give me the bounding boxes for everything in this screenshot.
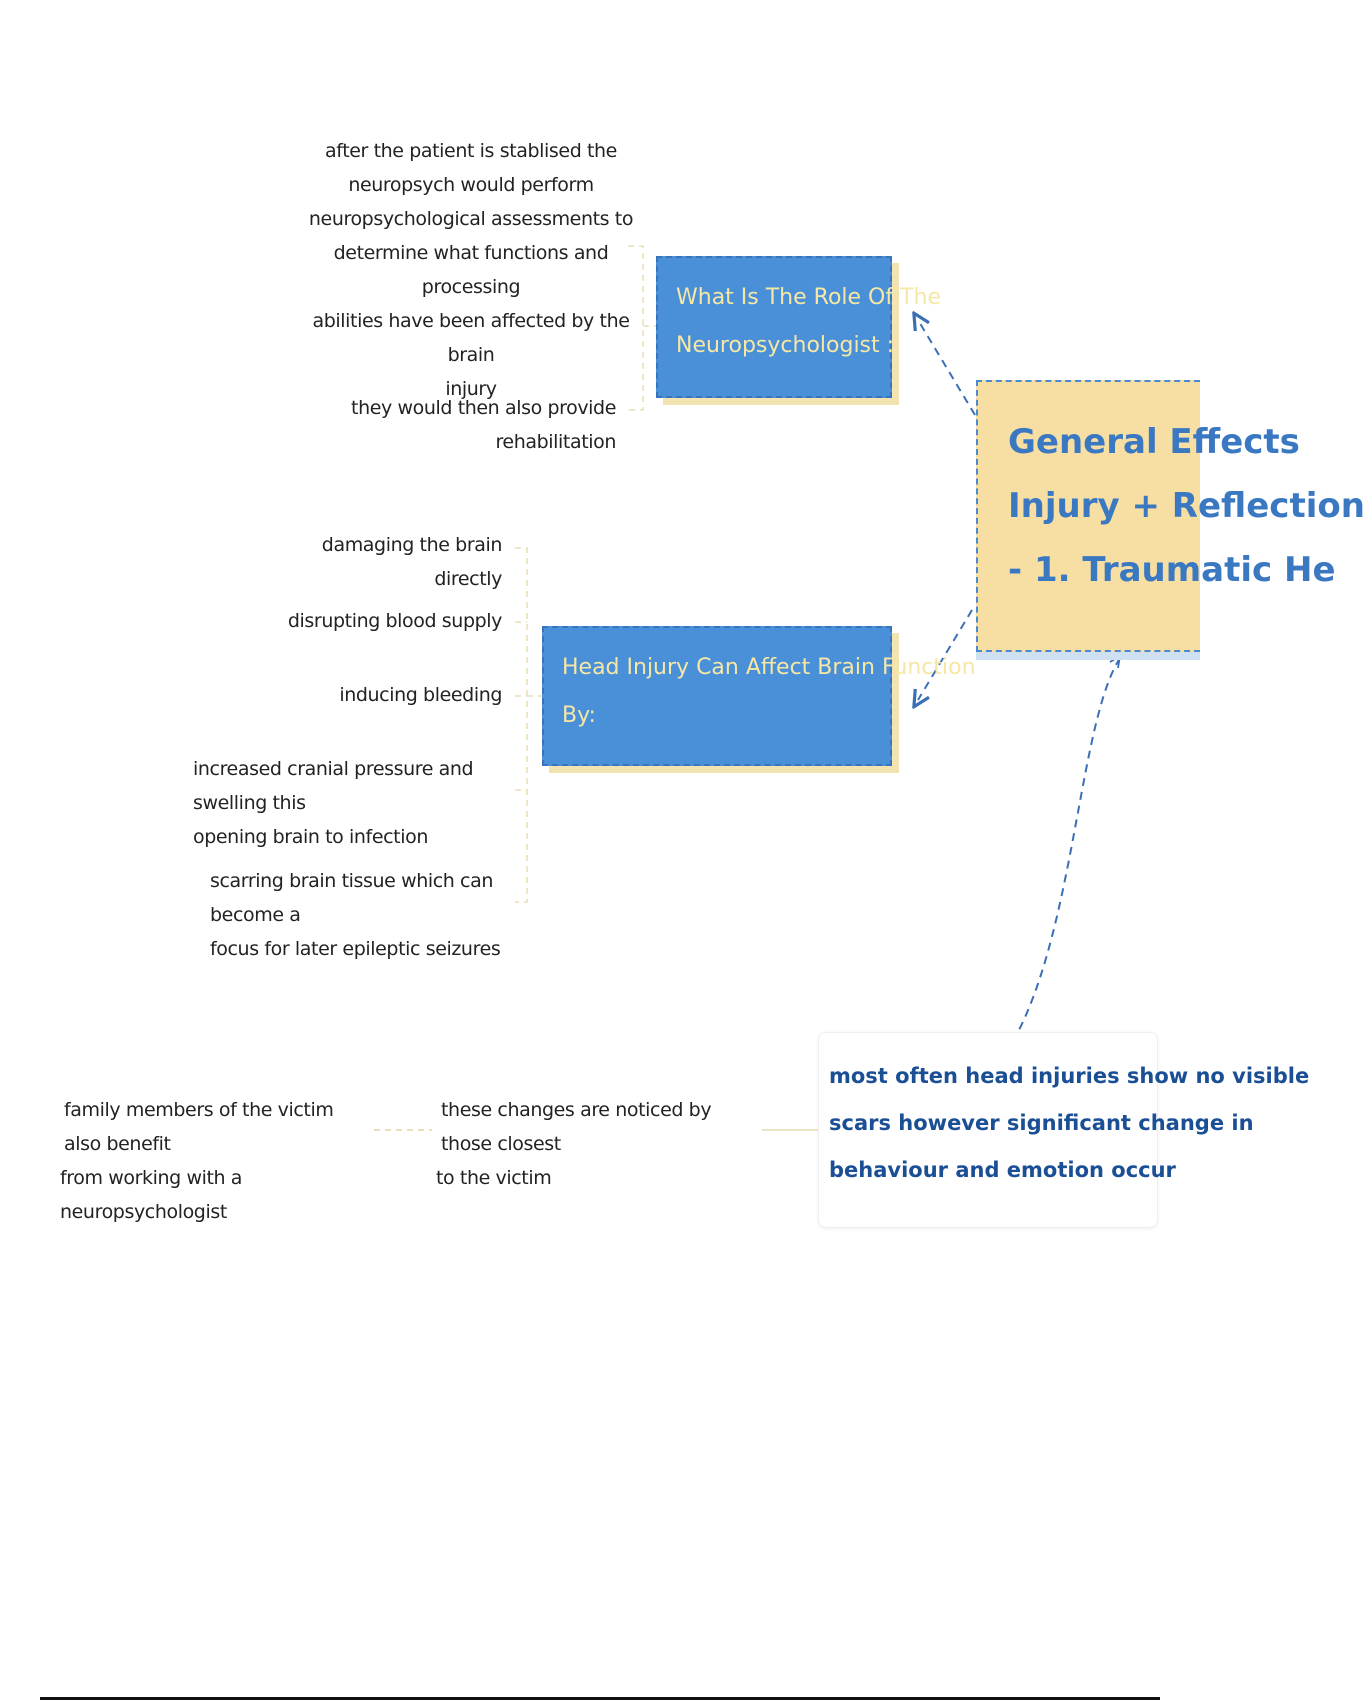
detail-line: focus for later epileptic seizures bbox=[210, 938, 501, 960]
effects-topic-box[interactable] bbox=[542, 626, 976, 766]
central-topic-box[interactable] bbox=[976, 380, 1365, 652]
effects-detail-damaging[interactable] bbox=[260, 528, 502, 596]
detail-line: they would then also provide rehabilitation bbox=[351, 397, 616, 453]
detail-line: damaging the brain directly bbox=[321, 534, 502, 590]
effects-detail-scarring[interactable] bbox=[210, 864, 510, 966]
detail-line: determine what functions and processing bbox=[333, 242, 609, 298]
role-topic-box[interactable] bbox=[656, 256, 942, 398]
role-topic-title-line-2: Neuropsychologist : bbox=[676, 333, 895, 358]
detail-line: injury bbox=[445, 378, 497, 400]
central-topic-line-3: - 1. Traumatic He bbox=[1008, 550, 1336, 590]
connector-center-to-note bbox=[1018, 658, 1120, 1032]
effects-detail-cranial-pressure[interactable] bbox=[193, 752, 513, 854]
note-line: behaviour and emotion occur bbox=[829, 1158, 1176, 1182]
effects-topic-title-line-2: By: bbox=[562, 703, 596, 728]
detail-line: neuropsychological assessments to bbox=[308, 208, 634, 230]
detail-line: from working with a neuropsychologist bbox=[60, 1167, 243, 1223]
role-topic-title-line-1: What Is The Role Of The bbox=[676, 285, 942, 310]
effects-detail-bleeding[interactable] bbox=[260, 678, 502, 712]
detail-line: family members of the victim also benefit bbox=[64, 1099, 334, 1155]
role-detail-rehabilitation[interactable] bbox=[296, 391, 616, 459]
central-topic-line-2: Injury + Reflection bbox=[1008, 486, 1365, 526]
detail-line: to the victim bbox=[436, 1167, 552, 1189]
note-topic-box[interactable] bbox=[818, 1032, 1310, 1228]
detail-line: increased cranial pressure and swelling this bbox=[193, 758, 474, 814]
central-topic-line-1: General Effects bbox=[1008, 422, 1300, 462]
note-line: scars however significant change in bbox=[829, 1111, 1254, 1135]
effects-topic-title-line-1: Head Injury Can Affect Brain Function bbox=[562, 655, 976, 680]
connector-arrowhead-center bbox=[1110, 656, 1120, 668]
detail-line: disrupting blood supply bbox=[287, 610, 502, 632]
detail-line: after the patient is stablised the bbox=[325, 140, 617, 162]
role-detail-assessment[interactable] bbox=[306, 134, 636, 406]
detail-line: neuropsych would perform bbox=[348, 174, 594, 196]
detail-line: inducing bleeding bbox=[339, 684, 502, 706]
note-line: most often head injuries show no visible bbox=[829, 1064, 1310, 1088]
note-grandchild-detail[interactable] bbox=[60, 1093, 370, 1229]
detail-line: abilities have been affected by the brain bbox=[312, 310, 630, 366]
effects-detail-blood-supply[interactable] bbox=[260, 604, 502, 638]
connector-center-to-role bbox=[918, 320, 975, 415]
connector-effects-bracket bbox=[515, 548, 542, 902]
detail-line: opening brain to infection bbox=[193, 826, 428, 848]
detail-line: these changes are noticed by those closest bbox=[441, 1099, 712, 1155]
note-child-detail[interactable] bbox=[436, 1093, 766, 1195]
detail-line: scarring brain tissue which can become a bbox=[210, 870, 493, 926]
